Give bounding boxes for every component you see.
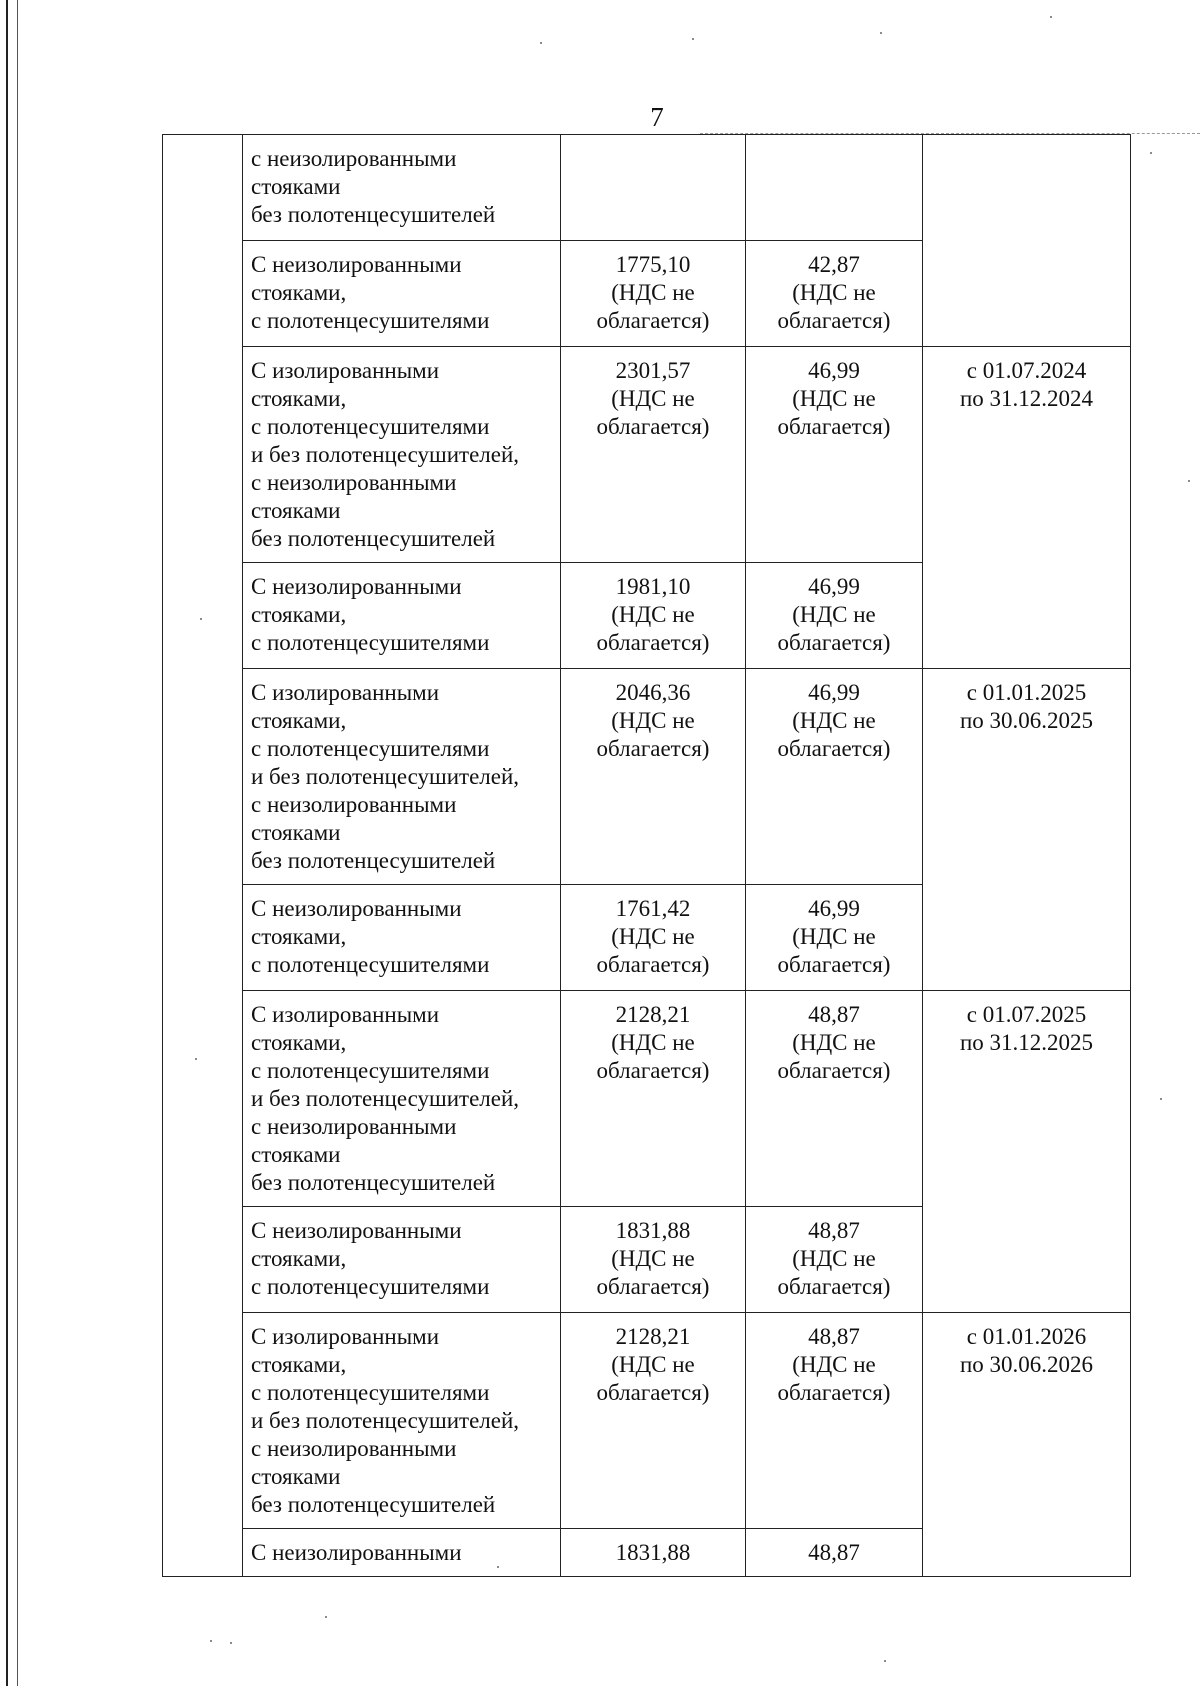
description-cell	[243, 991, 561, 1207]
period-cell	[923, 991, 1131, 1313]
period-cell	[923, 1313, 1131, 1577]
scan-speck	[884, 1660, 886, 1662]
scan-speck	[692, 38, 694, 40]
price-text: 1775,10 (НДС не облагается)	[596, 252, 710, 333]
scan-speck	[230, 1642, 232, 1644]
table-row	[163, 669, 1131, 885]
price-text: 1981,10 (НДС не облагается)	[596, 574, 710, 655]
description-cell	[243, 563, 561, 669]
description-cell	[243, 669, 561, 885]
scan-edge	[0, 0, 22, 1686]
description-cell	[243, 1207, 561, 1313]
period-text: с 01.07.2025 по 31.12.2025	[959, 1002, 1094, 1055]
price-text: 2301,57 (НДС не облагается)	[596, 358, 710, 439]
table-row	[163, 135, 1131, 241]
table-row	[163, 347, 1131, 563]
table-row	[163, 1313, 1131, 1529]
price-cell	[561, 135, 746, 241]
price-text: 1831,88 (НДС не облагается)	[596, 1218, 710, 1299]
description-cell	[243, 241, 561, 347]
odn-price-text: 42,87 (НДС не облагается)	[777, 252, 891, 333]
price-cell	[561, 669, 746, 885]
tariff-table	[162, 134, 1131, 1577]
period-text: с 01.01.2026 по 30.06.2026	[959, 1324, 1094, 1377]
price-text: 2046,36 (НДС не облагается)	[596, 680, 710, 761]
period-cell	[923, 347, 1131, 669]
price-cell	[561, 885, 746, 991]
scan-speck	[497, 1566, 499, 1568]
scan-speck	[1160, 1098, 1162, 1100]
odn-price-cell	[746, 991, 923, 1207]
price-cell	[561, 347, 746, 563]
period-cell	[923, 669, 1131, 991]
scan-edge-line	[6, 0, 8, 1686]
description-text: С неизолированными	[251, 1540, 462, 1565]
price-cell	[561, 1529, 746, 1577]
odn-price-cell	[746, 563, 923, 669]
odn-price-text: 48,87 (НДС не облагается)	[777, 1002, 891, 1083]
odn-price-text: 46,99 (НДС не облагается)	[777, 896, 891, 977]
scan-speck	[1188, 480, 1190, 482]
period-cell	[923, 135, 1131, 347]
description-cell	[243, 1529, 561, 1577]
period-text: с 01.07.2024 по 31.12.2024	[959, 358, 1094, 411]
scan-speck	[540, 42, 542, 44]
scan-edge-line	[17, 0, 18, 1686]
odn-price-cell	[746, 885, 923, 991]
price-cell	[561, 1207, 746, 1313]
description-cell	[243, 135, 561, 241]
row-number-cell	[163, 135, 243, 1577]
price-text: 2128,21 (НДС не облагается)	[596, 1324, 710, 1405]
table-row	[163, 991, 1131, 1207]
description-cell	[243, 885, 561, 991]
period-text: с 01.01.2025 по 30.06.2025	[959, 680, 1094, 733]
odn-price-cell	[746, 669, 923, 885]
scan-speck	[210, 1640, 212, 1642]
description-text: С изолированными стояками, с полотенцесушителями и без полотенцесушителей, с неизолированными стояками без полотенцесушителей	[251, 1324, 520, 1517]
odn-price-text: 48,87 (НДС не облагается)	[777, 1218, 891, 1299]
description-text: с неизолированными стояками без полотенцесушителей	[251, 146, 496, 227]
price-text: 1831,88	[615, 1540, 691, 1565]
odn-price-text: 46,99 (НДС не облагается)	[777, 574, 891, 655]
odn-price-cell	[746, 1207, 923, 1313]
description-cell	[243, 347, 561, 563]
odn-price-text: 48,87 (НДС не облагается)	[777, 1324, 891, 1405]
scan-speck	[1050, 16, 1052, 18]
odn-price-cell	[746, 135, 923, 241]
scan-speck	[200, 618, 202, 620]
description-text: С изолированными стояками, с полотенцесушителями и без полотенцесушителей, с неизолированными стояками без полотенцесушителей	[251, 358, 520, 551]
description-text: С неизолированными стояками, с полотенцесушителями	[251, 1218, 490, 1299]
scan-speck	[880, 32, 882, 34]
page-number: 7	[650, 102, 664, 132]
scan-speck	[195, 1058, 197, 1060]
odn-price-cell	[746, 1313, 923, 1529]
description-text: С изолированными стояками, с полотенцесушителями и без полотенцесушителей, с неизолированными стояками без полотенцесушителей	[251, 680, 520, 873]
price-cell	[561, 991, 746, 1207]
description-text: С неизолированными стояками, с полотенцесушителями	[251, 574, 490, 655]
scan-speck	[1150, 152, 1152, 154]
price-text: 1761,42 (НДС не облагается)	[596, 896, 710, 977]
price-text: 2128,21 (НДС не облагается)	[596, 1002, 710, 1083]
odn-price-cell	[746, 1529, 923, 1577]
description-text: С изолированными стояками, с полотенцесушителями и без полотенцесушителей, с неизолированными стояками без полотенцесушителей	[251, 1002, 520, 1195]
scan-speck	[325, 1616, 327, 1618]
description-text: С неизолированными стояками, с полотенцесушителями	[251, 252, 490, 333]
odn-price-text: 46,99 (НДС не облагается)	[777, 358, 891, 439]
price-cell	[561, 563, 746, 669]
description-cell	[243, 1313, 561, 1529]
odn-price-cell	[746, 241, 923, 347]
description-text: С неизолированными стояками, с полотенцесушителями	[251, 896, 490, 977]
odn-price-cell	[746, 347, 923, 563]
odn-price-text: 46,99 (НДС не облагается)	[777, 680, 891, 761]
odn-price-text: 48,87	[808, 1540, 860, 1565]
price-cell	[561, 241, 746, 347]
price-cell	[561, 1313, 746, 1529]
